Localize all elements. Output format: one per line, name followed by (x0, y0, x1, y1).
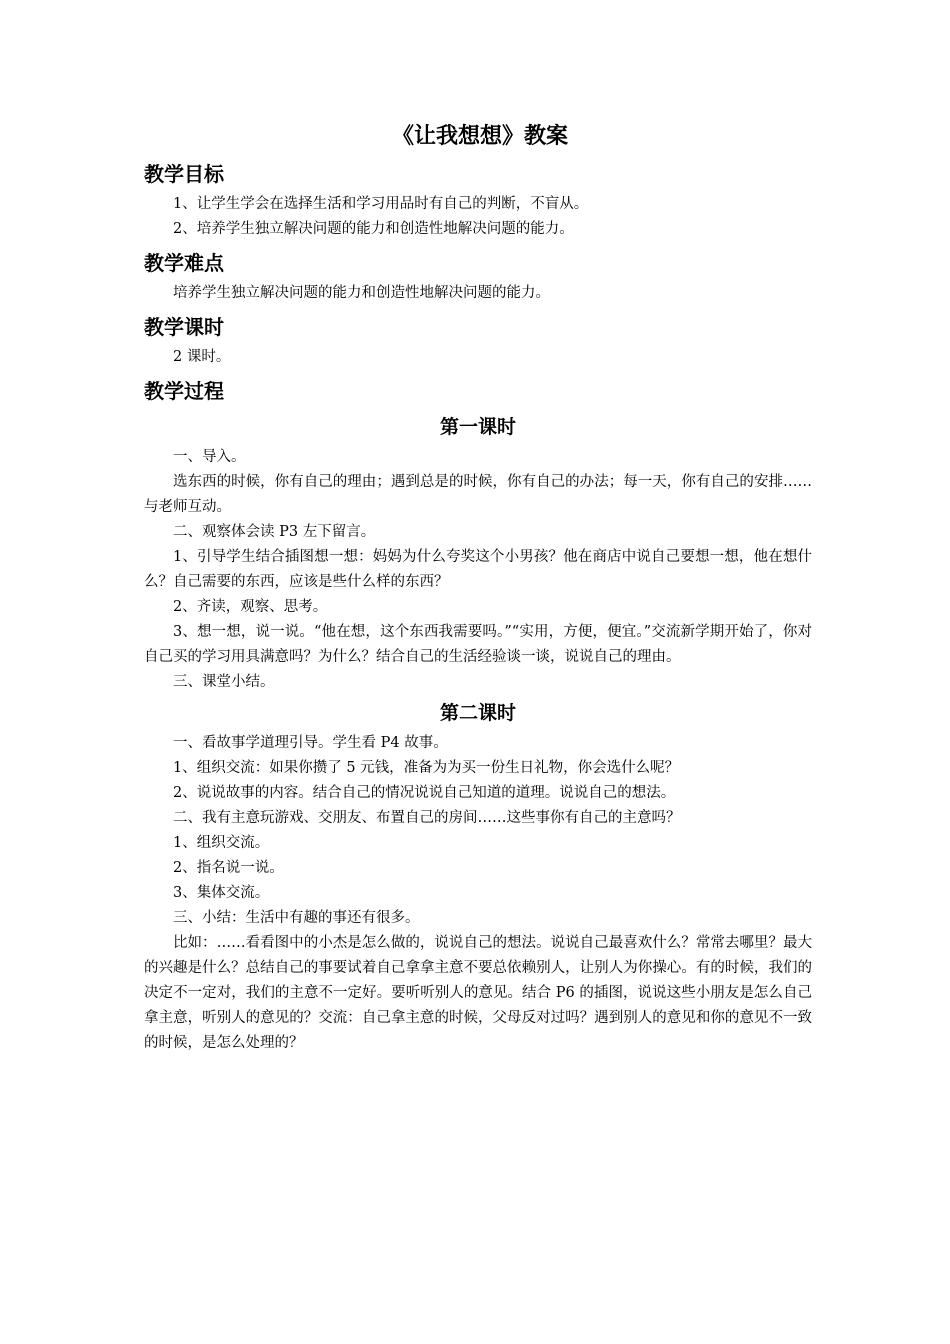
lesson1-paragraph: 1、引导学生结合插图想一想：妈妈为什么夸奖这个小男孩？他在商店中说自己要想一想，他在想什么？自己需要的东西，应该是些什么样的东西？ (144, 549, 812, 590)
difficulty-item: 培养学生独立解决问题的能力和创造性地解决问题的能力。 (173, 285, 550, 301)
lesson2-paragraph: 2、指名说一说。 (173, 860, 284, 876)
document-body (144, 118, 812, 1056)
section-heading-process: 教学过程 (144, 379, 224, 403)
lesson1-paragraph: 选东西的时候，你有自己的理由；遇到总是的时候，你有自己的办法；每一天，你有自己的安排……与老师互动。 (144, 474, 812, 515)
lesson1-paragraph: 3、想一想，说一说。“他在想，这个东西我需要吗。”“实用，方便，便宜。”交流新学期开始了，你对自己买的学习用具满意吗？为什么？结合自己的生活经验谈一谈，说说自己的理由。 (144, 624, 812, 665)
section-heading-difficulty: 教学难点 (144, 251, 224, 275)
lesson2-paragraph: 1、组织交流。 (173, 835, 270, 851)
lesson1-paragraph: 三、课堂小结。 (173, 674, 275, 690)
lesson2-paragraph: 3、集体交流。 (173, 885, 270, 901)
lesson2-paragraph: 1、组织交流：如果你攒了 5 元钱，准备为为买一份生日礼物，你会选什么呢？ (173, 760, 680, 776)
lesson2-paragraph: 一、看故事学道理引导。学生看 P4 故事。 (173, 735, 448, 751)
lesson2-paragraph: 三、小结：生活中有趣的事还有很多。 (173, 910, 420, 926)
section-heading-hours: 教学课时 (144, 315, 224, 339)
lesson2-paragraph: 二、我有主意玩游戏、交朋友、布置自己的房间……这些事你有自己的主意吗？ (173, 810, 681, 826)
lesson1-paragraph: 二、观察体会读 P3 左下留言。 (173, 524, 376, 540)
hours-item: 2 课时。 (173, 349, 231, 365)
document-title: 《让我想想》教案 (391, 123, 568, 149)
lesson1-paragraph: 2、齐读，观察、思考。 (173, 599, 328, 615)
lesson2-heading: 第二课时 (439, 702, 516, 724)
lesson1-heading: 第一课时 (439, 416, 516, 438)
goal-item: 2、培养学生独立解决问题的能力和创造性地解决问题的能力。 (173, 221, 574, 237)
section-heading-goals: 教学目标 (144, 162, 224, 186)
goal-item: 1、让学生学会在选择生活和学习用品时有自己的判断，不盲从。 (173, 196, 589, 212)
lesson2-paragraph: 2、说说故事的内容。结合自己的情况说说自己知道的道理。说说自己的想法。 (173, 785, 676, 801)
lesson1-paragraph: 一、导入。 (173, 449, 246, 465)
lesson2-paragraph: 比如：……看看图中的小杰是怎么做的，说说自己的想法。说说自己最喜欢什么？常常去哪里？最大的兴趣是什么？总结自己的事要试着自己拿拿主意不要总依赖别人，让别人为你操心。有的时候，我们的决定不一定对，我们的主意不一定好。要听听别人的意见。结合 P6 的插图，说说这些小朋友是怎么自己拿主意，听别人的意见的？交流：自己拿主意的时候，父母反对过吗？遇到别人的意见和你的意见不一致的时候，是怎么处理的？ (144, 935, 812, 1051)
